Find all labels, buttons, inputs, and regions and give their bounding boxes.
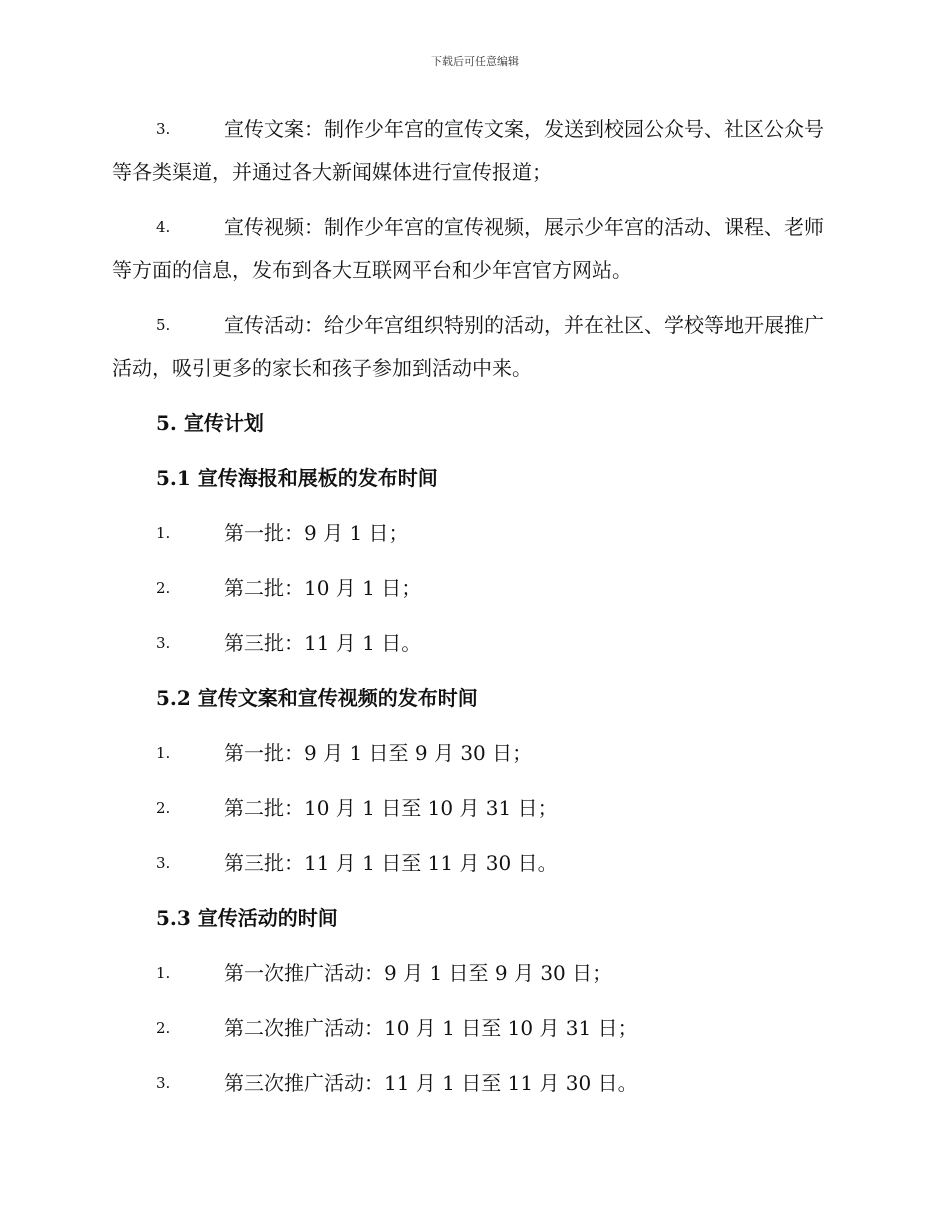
list-item-text: 宣传视频：制作少年宫的宣传视频，展示少年宫的活动、课程、老师等方面的信息，发布到各大互联网平台和少年宫官方网站。 — [112, 215, 824, 282]
list-item — [112, 1062, 834, 1105]
section-heading-5-2: 5.2 宣传文案和宣传视频的发布时间 — [156, 686, 478, 710]
list-number: 2. — [156, 799, 171, 817]
list-item — [112, 787, 834, 830]
list-item-text: 第二次推广活动：10 月 1 日至 10 月 31 日； — [224, 1016, 638, 1040]
list-item-text: 第一批：9 月 1 日至 9 月 30 日； — [224, 741, 533, 765]
list-item — [112, 1007, 834, 1050]
list-item-text: 宣传文案：制作少年宫的宣传文案，发送到校园公众号、社区公众号等各类渠道，并通过各大新闻媒体进行宣传报道； — [112, 117, 824, 184]
list-item — [112, 567, 834, 610]
list-number: 1. — [156, 964, 171, 982]
document-body — [112, 108, 834, 1117]
list-item — [112, 952, 834, 995]
list-item — [112, 512, 834, 555]
list-number: 1. — [156, 744, 171, 762]
list-number: 3. — [156, 120, 171, 138]
list-item-text: 第一批：9 月 1 日； — [224, 521, 409, 545]
list-item — [112, 732, 834, 775]
list-number: 3. — [156, 854, 171, 872]
list-number: 4. — [156, 218, 171, 236]
list-number: 5. — [156, 316, 171, 334]
section-heading-5-3: 5.3 宣传活动的时间 — [156, 906, 338, 930]
page-header: 下载后可任意编辑 — [431, 55, 519, 68]
list-item — [112, 842, 834, 885]
list-item-text: 第三批：11 月 1 日至 11 月 30 日。 — [224, 851, 558, 875]
list-item-promo-video — [112, 206, 834, 292]
list-item-text: 第三批：11 月 1 日。 — [224, 631, 422, 655]
list-item-text: 第三次推广活动：11 月 1 日至 11 月 30 日。 — [224, 1071, 638, 1095]
list-item-text: 宣传活动：给少年宫组织特别的活动，并在社区、学校等地开展推广活动，吸引更多的家长和孩子参加到活动中来。 — [112, 313, 824, 380]
list-item-text: 第二批：10 月 1 日； — [224, 576, 422, 600]
list-number: 2. — [156, 1019, 171, 1037]
list-item-text: 第二批：10 月 1 日至 10 月 31 日； — [224, 796, 558, 820]
list-number: 2. — [156, 579, 171, 597]
list-item-promo-activity — [112, 304, 834, 390]
list-number: 3. — [156, 634, 171, 652]
section-heading-5: 5. 宣传计划 — [156, 411, 264, 435]
list-number: 3. — [156, 1074, 171, 1092]
list-item-promo-copy — [112, 108, 834, 194]
section-heading-5-1: 5.1 宣传海报和展板的发布时间 — [156, 466, 438, 490]
list-item — [112, 622, 834, 665]
list-number: 1. — [156, 524, 171, 542]
list-item-text: 第一次推广活动：9 月 1 日至 9 月 30 日； — [224, 961, 613, 985]
